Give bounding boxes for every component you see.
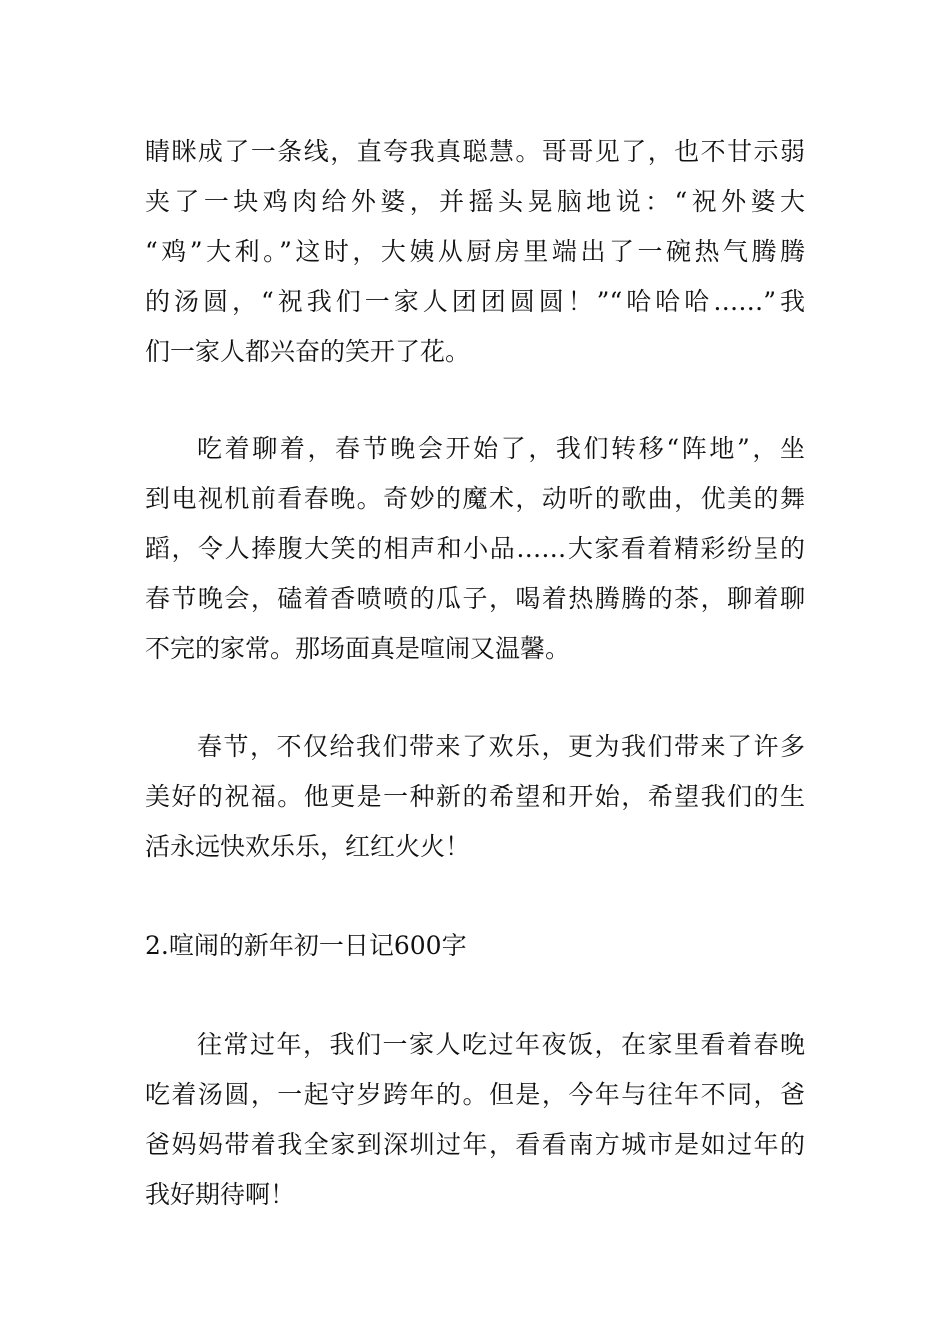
- paragraph-line: 不完的家常。那场面真是喧闹又温馨。: [145, 634, 571, 663]
- paragraph-line: 春节晚会，磕着香喷喷的瓜子，喝着热腾腾的茶，聊着聊: [145, 584, 805, 613]
- paragraph-line: 美好的祝福。他更是一种新的希望和开始，希望我们的生: [145, 782, 805, 811]
- paragraph-line: 往常过年，我们一家人吃过年夜饭，在家里看着春晚: [197, 1030, 805, 1059]
- paragraph-line: 们一家人都兴奋的笑开了花。: [145, 337, 471, 366]
- paragraph-line: 春节，不仅给我们带来了欢乐，更为我们带来了许多: [197, 732, 805, 761]
- paragraph-line: “鸡”大利。”这时，大姨从厨房里端出了一碗热气腾腾: [145, 237, 805, 266]
- section-heading: 2.喧闹的新年初一日记600字: [145, 931, 467, 960]
- paragraph-line: 吃着汤圆，一起守岁跨年的。但是，今年与往年不同，爸: [145, 1080, 805, 1109]
- paragraph-line: 吃着聊着，春节晚会开始了，我们转移“阵地”，坐: [197, 434, 805, 463]
- paragraph-line: 到电视机前看春晚。奇妙的魔术，动听的歌曲，优美的舞: [145, 484, 805, 513]
- paragraph-line: 爸妈妈带着我全家到深圳过年，看看南方城市是如过年的: [145, 1130, 805, 1159]
- paragraph-line: 我好期待啊！: [145, 1180, 296, 1209]
- paragraph-line: 的汤圆，“祝我们一家人团团圆圆！”“哈哈哈……”我: [145, 287, 805, 316]
- paragraph-line: 蹈，令人捧腹大笑的相声和小品……大家看着精彩纷呈的: [145, 534, 805, 563]
- paragraph-line: 睛眯成了一条线，直夸我真聪慧。哥哥见了，也不甘示弱: [145, 137, 805, 166]
- paragraph-line: 活永远快欢乐乐，红红火火！: [145, 832, 471, 861]
- paragraph-line: 夹了一块鸡肉给外婆，并摇头晃脑地说：“祝外婆大: [145, 187, 805, 216]
